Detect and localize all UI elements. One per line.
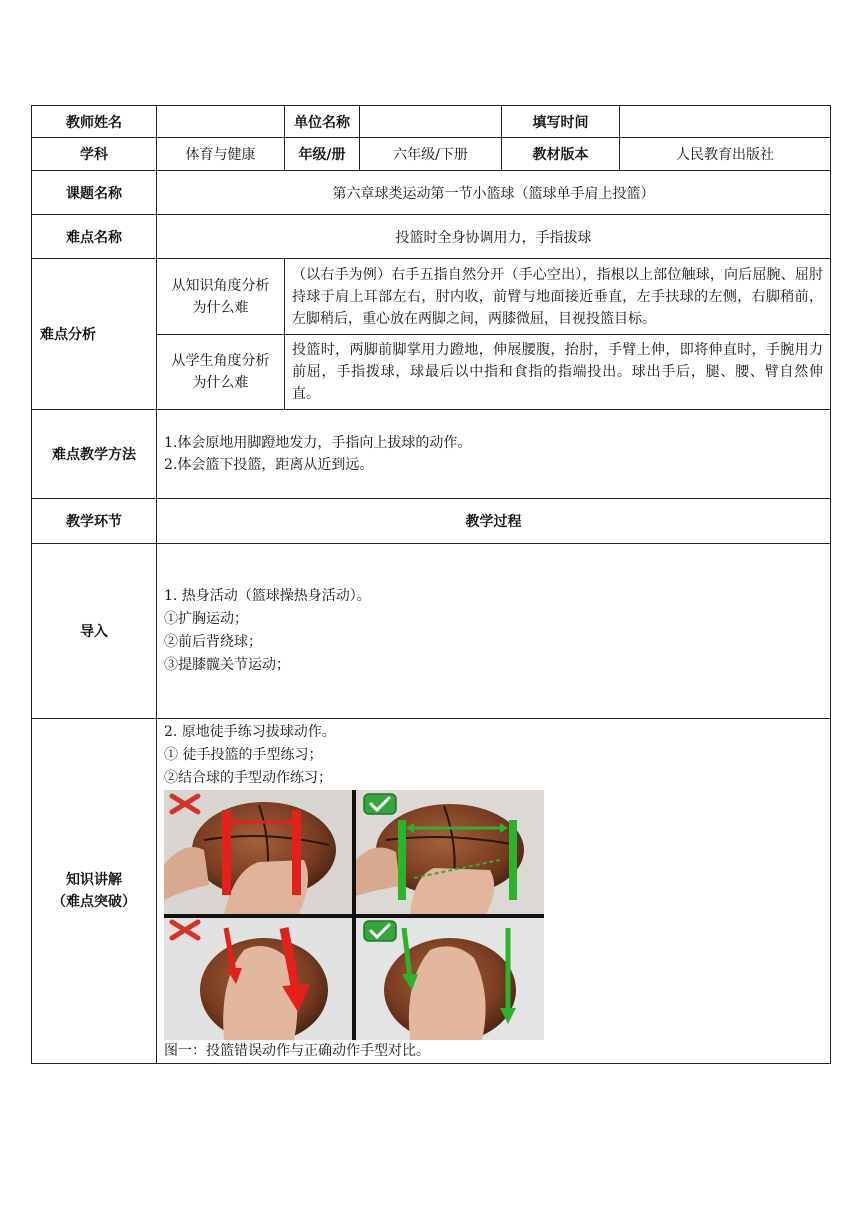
knowledge-angle-label (157, 259, 285, 335)
header-row-2 (32, 138, 831, 171)
knowledge-label (32, 719, 157, 1064)
intro-line-2: ①扩胸运动； (164, 611, 248, 627)
analysis-label: 难点分析 (32, 259, 157, 410)
student-angle-line-1: 从学生角度分析 (171, 353, 270, 369)
unit-name-value (360, 106, 502, 138)
unit-name-label: 单位名称 (285, 106, 360, 138)
intro-line-3: ②前后背绕球； (164, 634, 262, 650)
knowledge-line-3: ②结合球的手型动作练习； (164, 770, 332, 786)
method-line-1: 1.体会原地用脚蹬地发力，手指向上拔球的动作。 (164, 435, 472, 451)
student-angle-line-2: 为什么难 (192, 375, 249, 391)
subject-label: 学科 (32, 138, 157, 171)
comparison-figure (164, 790, 544, 1040)
header-row-1 (32, 106, 831, 138)
topic-label: 课题名称 (32, 171, 157, 215)
knowledge-angle-line-2: 为什么难 (192, 299, 249, 316)
topic-row (32, 171, 831, 215)
student-angle-label (157, 335, 285, 410)
check-icon (364, 921, 396, 941)
intro-content (157, 544, 831, 719)
knowledge-line-1: 2. 原地徒手练习拔球动作。 (164, 724, 336, 740)
figure-caption: 图一：投篮错误动作与正确动作手型对比。 (164, 1043, 430, 1059)
grade-label: 年级/册 (285, 138, 360, 171)
method-row (32, 410, 831, 499)
wrong-line-left-1 (222, 810, 231, 895)
process-content-header: 教学过程 (157, 499, 831, 544)
grade-value: 六年级/下册 (360, 138, 502, 171)
lesson-sheet (31, 105, 830, 1064)
edition-label: 教材版本 (502, 138, 620, 171)
check-icon (364, 794, 396, 814)
intro-row (32, 544, 831, 719)
method-label: 难点教学方法 (32, 410, 157, 499)
teacher-name-label: 教师姓名 (32, 106, 157, 138)
hand-shape-comparison-image (164, 790, 544, 1040)
lesson-table (31, 105, 831, 1064)
difficulty-row (32, 215, 831, 259)
intro-line-1: 1. 热身活动（篮球操热身活动）。 (164, 588, 371, 604)
process-stage-header: 教学环节 (32, 499, 157, 544)
knowledge-line-2: ① 徒手投篮的手型练习； (164, 747, 323, 763)
student-angle-text: 投篮时，两脚前脚掌用力蹬地，伸展腰腹，抬肘，手臂上伸，即将伸直时，手腕用力前屈，手指拨球，球最后以中指和食指的指端投出。球出手后，腿、腰、臂自然伸直。 (285, 335, 831, 410)
fill-date-label: 填写时间 (502, 106, 620, 138)
difficulty-value: 投篮时全身协调用力，手指拔球 (157, 215, 831, 259)
wrong-line-left-2 (292, 810, 301, 895)
intro-line-4: ③提膝髋关节运动； (164, 657, 290, 673)
knowledge-angle-line-1: 从知识角度分析 (171, 277, 270, 294)
knowledge-label-line-1: 知识讲解 (66, 872, 122, 888)
teacher-name-value (157, 106, 285, 138)
fill-date-value (620, 106, 831, 138)
subject-value: 体育与健康 (157, 138, 285, 171)
analysis-row-knowledge (32, 259, 831, 335)
knowledge-content (157, 719, 831, 1064)
method-line-2: 2.体会篮下投篮，距离从近到远。 (164, 457, 374, 473)
knowledge-row (32, 719, 831, 1064)
right-line-1 (398, 820, 406, 900)
process-header-row (32, 499, 831, 544)
topic-value: 第六章球类运动第一节小篮球（篮球单手肩上投篮） (157, 171, 831, 215)
intro-label: 导入 (32, 544, 157, 719)
knowledge-label-line-2: （难点突破） (52, 894, 136, 910)
right-line-2 (509, 820, 517, 900)
difficulty-label: 难点名称 (32, 215, 157, 259)
method-content (157, 410, 831, 499)
edition-value: 人民教育出版社 (620, 138, 831, 171)
knowledge-angle-text: （以右手为例）右手五指自然分开（手心空出），指根以上部位触球，向后屈腕、屈肘持球于肩上耳部左右，肘内收，前臂与地面接近垂直，左手扶球的左侧，右脚稍前，左脚稍后，重心放在两脚之间，两膝微屈，目视投篮目标。 (285, 259, 831, 335)
